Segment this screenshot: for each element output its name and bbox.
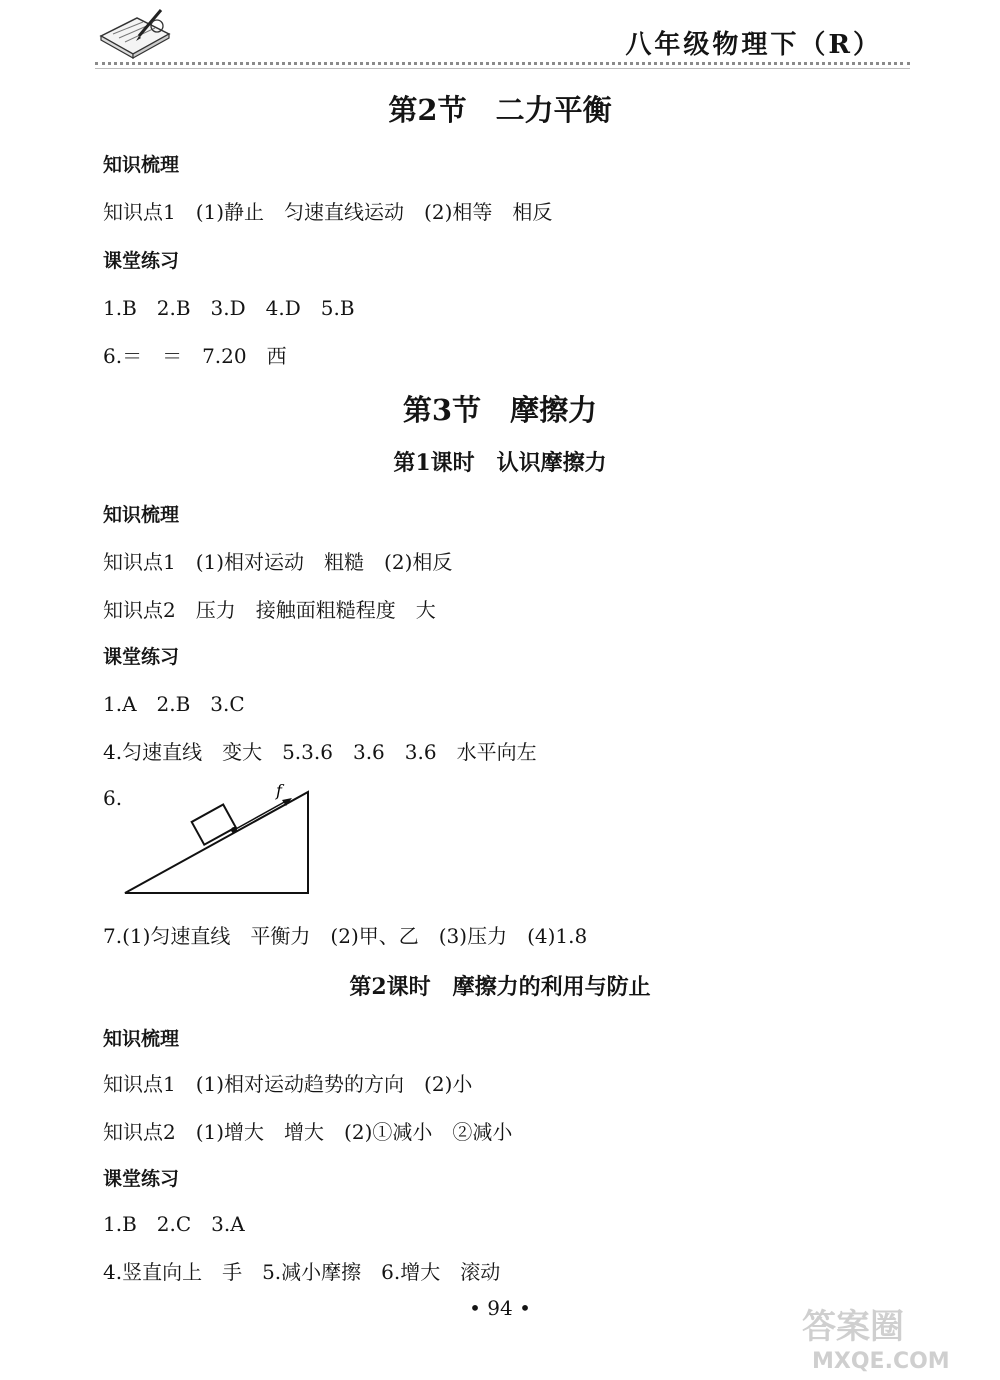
notebook-pencil-icon	[95, 6, 175, 61]
l1-q6-label: 6.	[103, 786, 123, 810]
l2-knowledge-point-2: 知识点2 (1)增大 增大 (2)①减小 ②减小	[103, 1120, 513, 1144]
watermark-logo	[782, 1302, 982, 1374]
header-divider-thin	[95, 68, 910, 69]
l2-ketang-heading: 课堂练习	[103, 1168, 180, 1190]
svg-text:答案圈: 答案圈	[802, 1307, 904, 1347]
l1-answers-2: 4.匀速直线 变大 5.3.6 3.6 3.6 水平向左	[103, 740, 537, 764]
l1-knowledge-point-1: 知识点1 (1)相对运动 粗糙 (2)相反	[103, 550, 453, 574]
header-title: 八年级物理下（R）	[625, 30, 882, 60]
l2-knowledge-point-1: 知识点1 (1)相对运动趋势的方向 (2)小	[103, 1072, 473, 1096]
s2-answers-1: 1.B 2.B 3.D 4.D 5.B	[103, 296, 355, 320]
s2-zhishi-heading: 知识梳理	[103, 154, 180, 176]
friction-arrow-line	[234, 800, 288, 830]
l1-knowledge-point-2: 知识点2 压力 接触面粗糙程度 大	[103, 598, 436, 622]
l1-ketang-heading: 课堂练习	[103, 646, 180, 668]
l2-zhishi-heading: 知识梳理	[103, 1028, 180, 1050]
section-2-title: 第2节 二力平衡	[388, 93, 612, 127]
page-number: • 94 •	[469, 1296, 531, 1320]
friction-label: f	[276, 781, 282, 800]
l1-zhishi-heading: 知识梳理	[103, 504, 180, 526]
l2-answers-2: 4.竖直向上 手 5.减小摩擦 6.增大 滚动	[103, 1260, 501, 1284]
header-divider	[95, 62, 910, 65]
l2-answers-1: 1.B 2.C 3.A	[103, 1212, 245, 1236]
l1-answers-1: 1.A 2.B 3.C	[103, 692, 245, 716]
s2-knowledge-point-1: 知识点1 (1)静止 匀速直线运动 (2)相等 相反	[103, 200, 553, 224]
lesson-1-title: 第1课时 认识摩擦力	[393, 450, 607, 476]
section-3-title: 第3节 摩擦力	[402, 393, 598, 427]
svg-text:MXQE.COM: MXQE.COM	[812, 1349, 950, 1374]
s2-ketang-heading: 课堂练习	[103, 250, 180, 272]
incline-friction-diagram	[120, 778, 320, 903]
block	[192, 805, 236, 845]
s2-answers-2: 6.＝ ＝ 7.20 西	[103, 344, 287, 368]
l1-answers-3: 7.(1)匀速直线 平衡力 (2)甲、乙 (3)压力 (4)1.8	[103, 924, 588, 948]
lesson-2-title: 第2课时 摩擦力的利用与防止	[349, 974, 651, 1000]
